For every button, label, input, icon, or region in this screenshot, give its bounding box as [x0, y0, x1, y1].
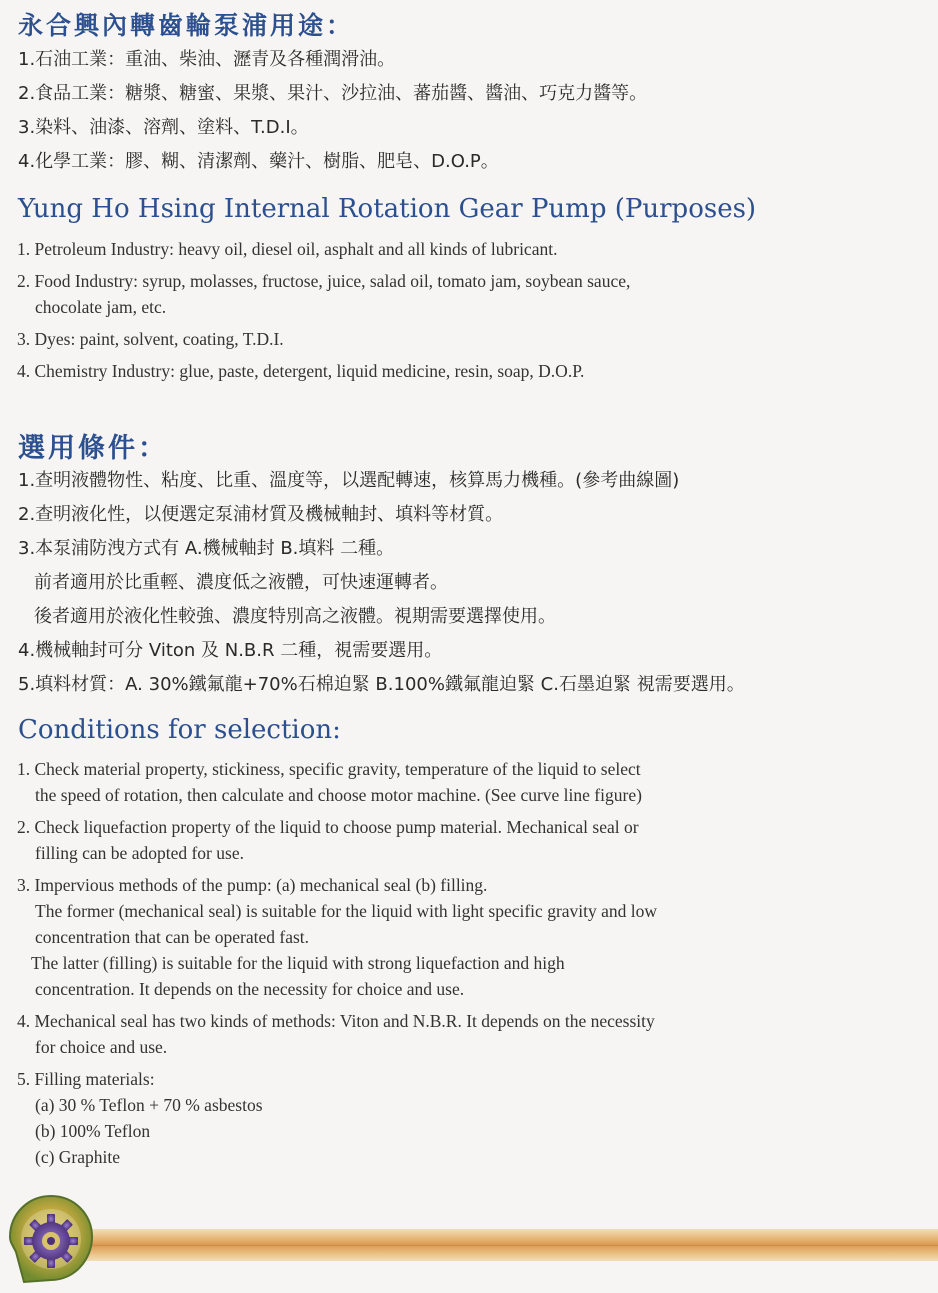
list-item-text: 1. Petroleum Industry: heavy oil, diesel oil, asphalt and all kinds of lubricant.	[17, 239, 558, 259]
list-item-continuation: filling can be adopted for use.	[35, 843, 244, 863]
list-item-continuation: The latter (filling) is suitable for the liquid with strong liquefaction and high	[31, 953, 565, 973]
list-item-text: 2. Check liquefaction property of the liquid to choose pump material. Mechanical seal or	[17, 817, 639, 837]
list-item	[17, 326, 630, 352]
en-conditions-title: Conditions for selection:	[18, 715, 341, 745]
list-item-continuation: for choice and use.	[35, 1037, 168, 1057]
list-item	[17, 1008, 657, 1060]
list-item	[17, 872, 657, 1002]
list-item-text: 4. Mechanical seal has two kinds of methods: Viton and N.B.R. It depends on the necessity	[17, 1011, 655, 1031]
zh-conditions-title: 選用條件：	[18, 433, 168, 464]
gear-icon	[2, 1190, 100, 1288]
footer-bar-line	[60, 1245, 938, 1246]
list-item	[17, 814, 657, 866]
en-purposes-title: Yung Ho Hsing Internal Rotation Gear Pump (Purposes)	[18, 194, 757, 224]
list-item: 1.查明液體物性、粘度、比重、溫度等，以選配轉速，核算馬力機種。(參考曲線圖)	[18, 470, 680, 491]
list-item: 前者適用於比重輕、濃度低之液體，可快速運轉者。	[34, 572, 448, 593]
list-item-continuation: The former (mechanical seal) is suitable for the liquid with light specific gravity and low	[35, 901, 658, 921]
list-item: 4.機械軸封可分 Viton 及 N.B.R 二種，視需要選用。	[18, 640, 443, 661]
en-purposes-list	[17, 236, 630, 384]
list-item	[17, 1066, 657, 1170]
list-item-text: 3. Dyes: paint, solvent, coating, T.D.I.	[17, 329, 284, 349]
list-item-continuation: concentration that can be operated fast.	[35, 927, 310, 947]
list-item: 3.本泵浦防洩方式有 A.機械軸封 B.填料 二種。	[18, 538, 395, 559]
list-item-continuation: chocolate jam, etc.	[35, 297, 167, 317]
list-item: 4.化學工業：膠、糊、清潔劑、藥汁、樹脂、肥皂、D.O.P。	[18, 151, 499, 172]
list-item-text: 4. Chemistry Industry: glue, paste, detergent, liquid medicine, resin, soap, D.O.P.	[17, 361, 585, 381]
list-item-continuation: the speed of rotation, then calculate and choose motor machine. (See curve line figure)	[35, 785, 642, 805]
list-item-text: 5. Filling materials:	[17, 1069, 155, 1089]
list-item: 1.石油工業：重油、柴油、瀝青及各種潤滑油。	[18, 49, 396, 70]
list-item	[17, 358, 630, 384]
en-conditions-list	[17, 756, 657, 1170]
list-item-text: 1. Check material property, stickiness, specific gravity, temperature of the liquid to select	[17, 759, 641, 779]
list-item: 5.填料材質：A. 30%鐵氟龍+70%石棉迫緊 B.100%鐵氟龍迫緊 C.石墨迫緊 視需要選用。	[18, 674, 745, 695]
zh-conditions-list	[18, 464, 745, 702]
list-item: 後者適用於液化性較強、濃度特別高之液體。視期需要選擇使用。	[34, 606, 556, 627]
list-item: 3.染料、油漆、溶劑、塗料、T.D.I。	[18, 117, 309, 138]
list-item-continuation: (a) 30 % Teflon + 70 % asbestos	[35, 1095, 263, 1115]
list-item-text: 2. Food Industry: syrup, molasses, fructose, juice, salad oil, tomato jam, soybean sauce,	[17, 271, 631, 291]
zh-purposes-list	[18, 43, 647, 179]
list-item: 2.食品工業：糖漿、糖蜜、果漿、果汁、沙拉油、蕃茄醬、醬油、巧克力醬等。	[18, 83, 648, 104]
zh-purposes-title: 永合興內轉齒輪泵浦用途：	[18, 11, 355, 40]
list-item	[17, 268, 630, 320]
list-item-continuation: concentration. It depends on the necessity for choice and use.	[35, 979, 465, 999]
list-item: 2.查明液化性，以便選定泵浦材質及機械軸封、填料等材質。	[18, 504, 504, 525]
list-item	[17, 236, 630, 262]
list-item	[17, 756, 657, 808]
list-item-text: 3. Impervious methods of the pump: (a) mechanical seal (b) filling.	[17, 875, 488, 895]
list-item-continuation: (b) 100% Teflon	[35, 1121, 151, 1141]
list-item-continuation: (c) Graphite	[35, 1147, 121, 1167]
